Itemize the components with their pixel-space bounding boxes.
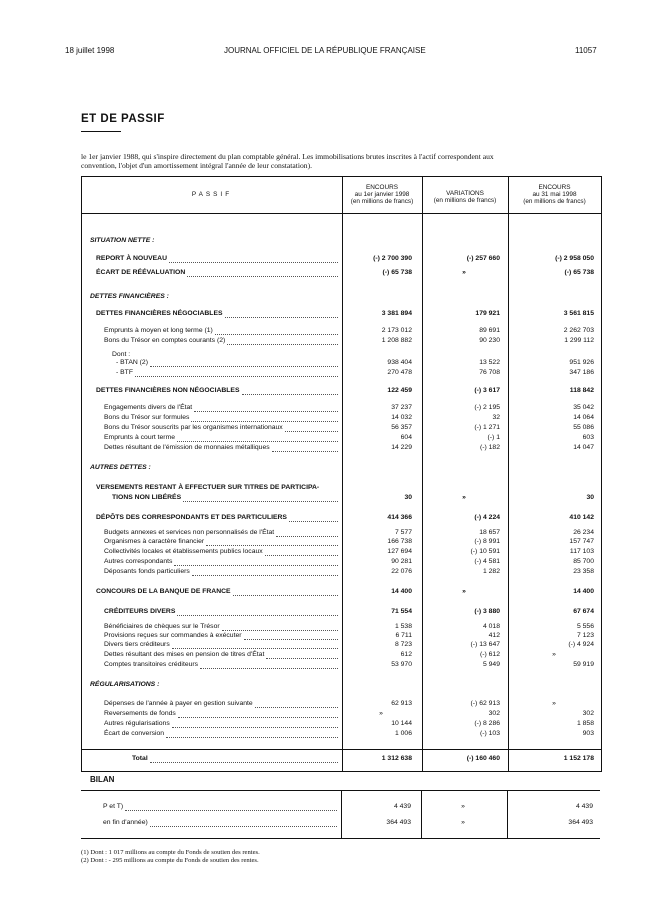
row-label: Emprunts à moyen et long terme (1): [104, 327, 213, 334]
cell-c3: 55 086: [573, 424, 594, 431]
cell-c2: (-) 1 271: [474, 424, 500, 431]
cell-c3: 118 842: [569, 387, 594, 394]
cell-c1: 53 970: [391, 661, 412, 668]
leader-dots: [222, 623, 338, 631]
row-label: DETTES FINANCIÈRES NON NÉGOCIABLES: [96, 387, 240, 394]
cell-c3: 347 186: [569, 369, 594, 376]
table-row: [82, 484, 601, 494]
cell-c3: 30: [586, 494, 594, 501]
row-label: CONCOURS DE LA BANQUE DE FRANCE: [96, 588, 231, 595]
cell-c3: 85 700: [573, 558, 594, 565]
cell-c2: (-) 4 224: [474, 514, 500, 521]
cell-c1: 1 538: [394, 623, 412, 630]
cell-c3: 14 047: [573, 444, 594, 451]
leader-dots: [183, 494, 338, 502]
cell-c3: 1 858: [576, 720, 594, 727]
row-label: Reversements de fonds: [104, 710, 176, 717]
table-row: [82, 588, 601, 598]
row-label: Total: [132, 755, 148, 762]
cell-c2: »: [462, 494, 466, 501]
leader-dots: [150, 755, 338, 763]
leader-dots: [244, 632, 338, 640]
cell-c2: (-) 612: [479, 651, 500, 658]
cell-c3: 3 561 815: [563, 310, 594, 317]
row-label: CRÉDITEURS DIVERS: [104, 608, 176, 615]
row-label: TIONS NON LIBÉRÉS: [112, 494, 182, 501]
intro-line-2: convention, l'objet d'un amortissement intégral l'année de leur constatation).: [81, 161, 313, 170]
row-label: Emprunts à court terme: [104, 434, 176, 441]
cell-c1: 90 281: [391, 558, 412, 565]
cell-c1: 14 229: [391, 444, 412, 451]
column-divider: [341, 791, 342, 838]
cell-c1: 30: [404, 494, 412, 501]
cell-c3: 951 926: [569, 359, 594, 366]
bilan-table: [81, 790, 600, 839]
row-label: Déposants fonds particuliers: [104, 568, 190, 575]
cell-c3: 2 262 703: [563, 327, 594, 334]
cell-c2: 76 708: [479, 369, 500, 376]
table-row: [82, 538, 601, 548]
table-row: [82, 424, 601, 434]
table-row: [82, 464, 601, 474]
cell-c1: 364 493: [386, 819, 411, 826]
leader-dots: [265, 548, 338, 556]
table-row: [82, 661, 601, 671]
cell-c2: (-) 1: [487, 434, 500, 441]
leader-dots: [172, 641, 338, 649]
leader-dots: [187, 269, 338, 277]
leader-dots: [272, 444, 338, 452]
table-row: [82, 310, 601, 320]
cell-c2: (-) 103: [479, 730, 500, 737]
row-label: Bons du Trésor en comptes courants (2): [104, 337, 226, 344]
cell-c1: 14 032: [391, 414, 412, 421]
table-row: [82, 651, 601, 661]
cell-c3: (-) 2 958 050: [555, 255, 594, 262]
cell-c2: »: [462, 269, 466, 276]
cell-c1: 3 381 894: [381, 310, 412, 317]
cell-c2: (-) 10 591: [470, 548, 500, 555]
row-label: Divers tiers créditeurs: [104, 641, 170, 648]
leader-dots: [200, 661, 338, 669]
header-page-number: 11057: [575, 46, 597, 55]
table-row: [82, 514, 601, 524]
row-label: DÉPÔTS DES CORRESPONDANTS ET DES PARTICULIERS: [96, 514, 287, 521]
cell-c1: 166 738: [387, 538, 412, 545]
cell-c1: (-) 2 700 390: [373, 255, 412, 262]
cell-c1: 270 478: [387, 369, 412, 376]
cell-c3: »: [552, 651, 556, 658]
leader-dots: [192, 568, 338, 576]
cell-c2: 32: [492, 414, 500, 421]
table-row: [81, 803, 600, 813]
table-row: [82, 700, 601, 710]
cell-c2: 179 921: [475, 310, 500, 317]
row-label: Autres correspondants: [104, 558, 173, 565]
cell-c3: 14 400: [573, 588, 594, 595]
row-label: Écart de conversion: [104, 730, 165, 737]
cell-c2: 412: [488, 632, 500, 639]
cell-c2: 89 691: [479, 327, 500, 334]
table-row: [82, 548, 601, 558]
cell-c2: (-) 4 581: [474, 558, 500, 565]
cell-c3: 117 103: [569, 548, 594, 555]
leader-dots: [233, 588, 338, 596]
cell-c3: 603: [582, 434, 594, 441]
table-row: [82, 444, 601, 454]
header-journal-title: JOURNAL OFFICIEL DE LA RÉPUBLIQUE FRANÇAISE: [224, 46, 426, 55]
row-label: Provisions reçues sur commandes à exécuter: [104, 632, 242, 639]
table-row: [82, 710, 601, 720]
cell-c2: »: [461, 819, 465, 826]
cell-c1: 62 913: [391, 700, 412, 707]
leader-dots: [215, 327, 338, 335]
cell-c2: (-) 3 617: [474, 387, 500, 394]
cell-c2: (-) 3 880: [474, 608, 500, 615]
row-label: VERSEMENTS RESTANT À EFFECTUER SUR TITRES DE PARTICIPA-: [96, 484, 320, 491]
cell-c1: 8 723: [394, 641, 412, 648]
leader-dots: [150, 359, 338, 367]
cell-c2: (-) 257 660: [466, 255, 500, 262]
cell-c3: 59 919: [573, 661, 594, 668]
table-row: [82, 641, 601, 651]
cell-c2: (-) 8 286: [474, 720, 500, 727]
cell-c2: »: [461, 803, 465, 810]
cell-c2: 5 949: [482, 661, 500, 668]
leader-dots: [227, 337, 338, 345]
cell-c3: 4 439: [575, 803, 593, 810]
total-rule: [82, 749, 601, 750]
title-rule: [81, 131, 121, 132]
row-label: ÉCART DE RÉÉVALUATION: [96, 269, 186, 276]
leader-dots: [225, 310, 338, 318]
table-row: [82, 414, 601, 424]
header-rule: [82, 213, 601, 214]
row-label: Autres régularisations: [104, 720, 170, 727]
cell-c1: 1 006: [394, 730, 412, 737]
cell-c1: 414 366: [387, 514, 412, 521]
table-row: [82, 434, 601, 444]
cell-c3: 1 299 112: [564, 337, 594, 344]
row-label: Dépenses de l'année à payer en gestion suivante: [104, 700, 253, 707]
leader-dots: [266, 651, 338, 659]
leader-dots: [285, 424, 338, 432]
leader-dots: [178, 710, 338, 718]
table-row: [81, 819, 600, 829]
row-label: - BTF: [116, 369, 133, 376]
leader-dots: [191, 414, 338, 422]
cell-c2: 302: [488, 710, 500, 717]
leader-dots: [125, 803, 337, 811]
cell-c1: 938 404: [387, 359, 412, 366]
cell-c3: 67 674: [573, 608, 594, 615]
column-divider: [421, 791, 422, 838]
table-row: [82, 293, 601, 303]
row-label: Dont :: [112, 351, 131, 358]
passif-table: [81, 176, 602, 772]
row-label: SITUATION NETTE :: [90, 237, 155, 244]
cell-c3: 364 493: [568, 819, 593, 826]
table-row: [82, 608, 601, 618]
cell-c1: 1 312 638: [381, 755, 412, 762]
cell-c3: 410 142: [569, 514, 594, 521]
row-label: Dettes résultant des mises en pension de titres d'État: [104, 651, 265, 658]
cell-c2: 18 657: [479, 529, 500, 536]
cell-c3: 26 234: [573, 529, 594, 536]
cell-c1: 604: [400, 434, 412, 441]
leader-dots: [172, 720, 338, 728]
cell-c3: 1 152 178: [563, 755, 594, 762]
intro-line-1: le 1er janvier 1988, qui s'inspire directement du plan comptable général. Les immobilisations brutes inscrites à l'actif correspondent aux: [81, 152, 494, 161]
leader-dots: [135, 369, 338, 377]
table-row: [82, 494, 601, 504]
table-row: [82, 337, 601, 347]
row-label: P et T): [103, 803, 124, 810]
cell-c1: 71 554: [391, 608, 412, 615]
leader-dots: [242, 387, 338, 395]
leader-dots: [166, 730, 338, 738]
cell-c2: 4 018: [482, 623, 500, 630]
cell-c2: »: [462, 588, 466, 595]
cell-c3: »: [552, 700, 556, 707]
table-row: [82, 269, 601, 279]
cell-c1: (-) 65 738: [382, 269, 412, 276]
column-divider: [507, 791, 508, 838]
cell-c1: 612: [400, 651, 412, 658]
row-label: Dettes résultant de l'émission de monnaies métalliques: [104, 444, 270, 451]
cell-c2: (-) 2 195: [474, 404, 500, 411]
table-row: [82, 387, 601, 397]
cell-c3: 35 042: [573, 404, 594, 411]
cell-c1: 4 439: [393, 803, 411, 810]
leader-dots: [150, 819, 337, 827]
cell-c3: (-) 4 924: [568, 641, 594, 648]
row-label: Engagements divers de l'État: [104, 404, 193, 411]
cell-c3: 302: [582, 710, 594, 717]
table-row: [82, 255, 601, 265]
footnote-2: (2) Dont : - 295 millions au compte du Fonds de soutien des rentes.: [81, 857, 259, 864]
table-row: [82, 720, 601, 730]
table-row: [82, 404, 601, 414]
row-label: - BTAN (2): [116, 359, 148, 366]
leader-dots: [289, 514, 338, 522]
cell-c2: 13 522: [479, 359, 500, 366]
cell-c1: 14 400: [391, 588, 412, 595]
leader-dots: [169, 255, 338, 263]
cell-c3: 5 556: [576, 623, 594, 630]
cell-c3: (-) 65 738: [564, 269, 594, 276]
cell-c1: 127 694: [387, 548, 412, 555]
column-header-passif: PASSIF: [191, 191, 233, 198]
row-label: en fin d'année): [103, 819, 148, 826]
row-label: Organismes à caractère financier: [104, 538, 205, 545]
cell-c1: 10 144: [391, 720, 412, 727]
cell-c2: (-) 160 460: [466, 755, 500, 762]
cell-c2: 90 230: [479, 337, 500, 344]
bilan-title: BILAN: [90, 775, 115, 784]
cell-c1: 6 711: [395, 632, 412, 639]
column-header-variations: VARIATIONS (en millions de francs): [433, 190, 497, 204]
header-date: 18 juillet 1998: [65, 46, 115, 55]
cell-c3: 903: [582, 730, 594, 737]
row-label: RÉGULARISATIONS :: [90, 681, 160, 688]
table-row: [82, 327, 601, 337]
leader-dots: [174, 558, 338, 566]
cell-c3: 157 747: [569, 538, 594, 545]
cell-c3: 7 123: [576, 632, 594, 639]
cell-c1: 37 237: [391, 404, 412, 411]
table-row: [82, 568, 601, 578]
cell-c2: (-) 8 991: [474, 538, 500, 545]
leader-dots: [276, 529, 338, 537]
table-row: [82, 369, 601, 379]
row-label: AUTRES DETTES :: [90, 464, 151, 471]
column-header-encours-jan: ENCOURS au 1er janvier 1998 (en millions de francs): [350, 184, 414, 205]
cell-c3: 23 358: [573, 568, 594, 575]
table-row: [82, 359, 601, 369]
cell-c1: 122 459: [387, 387, 412, 394]
row-label: Bénéficiaires de chèques sur le Trésor: [104, 623, 220, 630]
cell-c3: 14 064: [573, 414, 594, 421]
cell-c2: (-) 62 913: [470, 700, 500, 707]
footnote-1: (1) Dont : 1 017 millions au compte du Fonds de soutien des rentes.: [81, 849, 260, 856]
cell-c1: »: [379, 710, 383, 717]
cell-c1: 2 173 012: [381, 327, 412, 334]
row-label: REPORT À NOUVEAU: [96, 255, 167, 262]
cell-c1: 56 357: [391, 424, 412, 431]
table-row: [82, 730, 601, 740]
row-label: DETTES FINANCIÈRES NÉGOCIABLES: [96, 310, 223, 317]
table-row: [82, 681, 601, 691]
section-title: ET DE PASSIF: [81, 113, 165, 125]
table-row: [82, 755, 601, 765]
table-row: [82, 237, 601, 247]
leader-dots: [177, 434, 338, 442]
row-label: DETTES FINANCIÈRES :: [90, 293, 169, 300]
row-label: Budgets annexes et services non personnalisés de l'État: [104, 529, 275, 536]
cell-c1: 7 577: [394, 529, 412, 536]
row-label: Collectivités locales et établissements publics locaux: [104, 548, 263, 555]
cell-c2: (-) 13 647: [470, 641, 500, 648]
table-row: [82, 558, 601, 568]
leader-dots: [194, 404, 338, 412]
row-label: Bons du Trésor sur formules: [104, 414, 190, 421]
row-label: Bons du Trésor souscrits par les organismes internationaux: [104, 424, 283, 431]
cell-c2: (-) 182: [479, 444, 500, 451]
cell-c2: 1 282: [482, 568, 500, 575]
leader-dots: [177, 608, 338, 616]
leader-dots: [206, 538, 338, 546]
cell-c1: 22 076: [391, 568, 412, 575]
row-label: Comptes transitoires créditeurs: [104, 661, 199, 668]
cell-c1: 1 208 882: [381, 337, 412, 344]
column-header-encours-mai: ENCOURS au 31 mai 1998 (en millions de francs): [523, 184, 586, 205]
leader-dots: [255, 700, 338, 708]
